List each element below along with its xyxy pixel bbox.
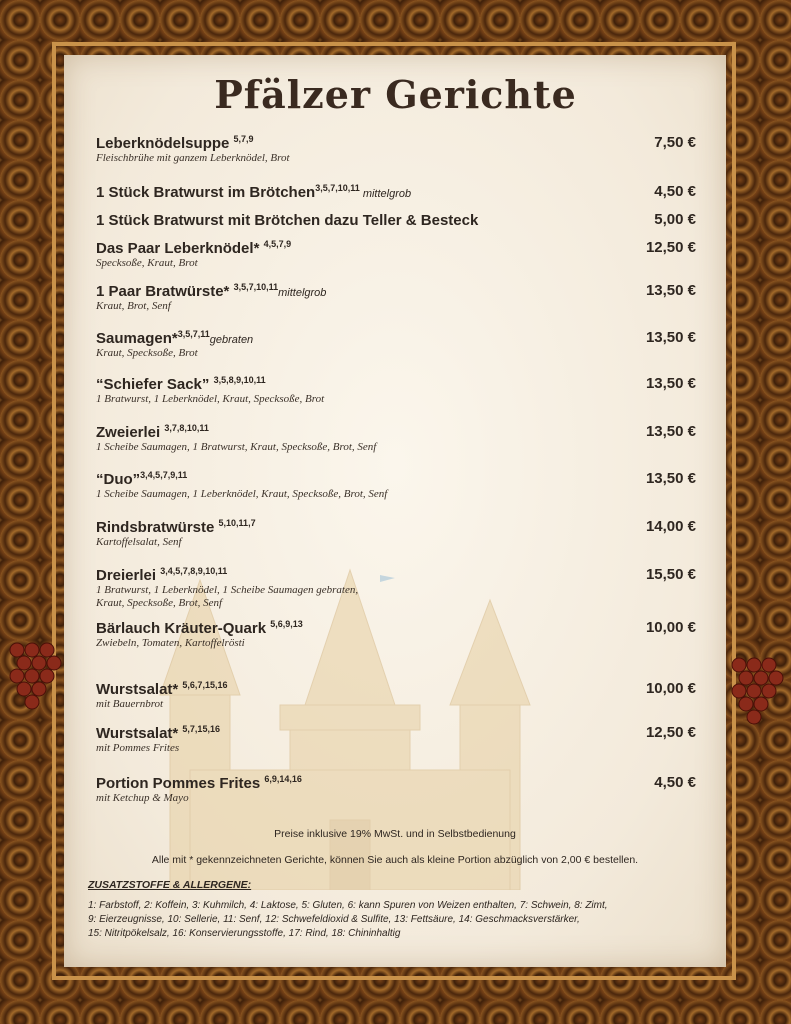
dish-note: gebraten — [209, 334, 254, 346]
menu-item-name — [96, 329, 696, 347]
menu-item — [96, 329, 696, 360]
menu-item-name — [96, 619, 696, 637]
dish-price: 13,50 € — [645, 375, 696, 392]
dish-name: Das Paar Leberknödel* — [96, 240, 264, 257]
menu-item — [96, 423, 696, 454]
menu-item-name — [96, 774, 696, 792]
dish-name: Dreierlei — [96, 567, 161, 584]
dish-price: 7,50 € — [654, 134, 696, 151]
dish-description: 1 Bratwurst, 1 Leberknödel, 1 Scheibe Saumagen gebraten, — [96, 584, 359, 596]
dish-price: 13,50 € — [645, 329, 696, 346]
dish-description: Specksoße, Kraut, Brot — [96, 257, 198, 269]
menu-item-name — [96, 518, 696, 536]
page-title: Pfälzer Gerichte — [214, 72, 577, 117]
dish-name: “Duo” — [96, 471, 141, 488]
dish-price: 12,50 € — [645, 724, 696, 741]
dish-description: Kraut, Specksoße, Brot, Senf — [96, 597, 223, 609]
dish-description: mit Ketchup & Mayo — [96, 792, 189, 804]
grapes-left-icon — [2, 635, 62, 725]
allergen-list — [88, 899, 708, 941]
dish-name: Wurstsalat* — [96, 681, 183, 698]
menu-item — [96, 774, 696, 805]
dish-price: 13,50 € — [645, 282, 696, 299]
dish-description: Fleischbrühe mit ganzem Leberknödel, Brot — [96, 152, 290, 164]
menu-item — [96, 518, 696, 549]
menu-item-name — [96, 282, 696, 300]
dish-name: Portion Pommes Frites — [96, 775, 265, 792]
dish-name: Zweierlei — [96, 424, 165, 441]
dish-name: 1 Stück Bratwurst im Brötchen — [96, 184, 316, 201]
dish-price: 13,50 € — [645, 423, 696, 440]
dish-price: 12,50 € — [645, 239, 696, 256]
allergen-codes: 3,5,7,10,11 — [315, 183, 360, 193]
dish-price: 14,00 € — [645, 518, 696, 535]
menu-item-name — [96, 470, 696, 488]
allergen-codes: 4,5,7,9 — [263, 239, 292, 249]
allergen-codes: 5,7,9 — [233, 134, 254, 144]
dish-description: mit Pommes Frites — [96, 742, 180, 754]
dish-name: Saumagen* — [96, 330, 178, 347]
dish-price: 10,00 € — [645, 680, 696, 697]
menu-item-name — [96, 375, 696, 393]
allergen-heading: ZUSATZSTOFFE & ALLERGENE: — [88, 879, 252, 891]
menu-item-name — [96, 566, 696, 584]
dish-description: 1 Scheibe Saumagen, 1 Bratwurst, Kraut, Specksoße, Brot, Senf — [96, 441, 377, 453]
allergen-codes: 5,7,15,16 — [182, 724, 220, 734]
menu-item — [96, 566, 696, 610]
menu-item — [96, 239, 696, 270]
dish-description: Kraut, Specksoße, Brot — [96, 347, 198, 359]
dish-name: 1 Paar Bratwürste* — [96, 283, 234, 300]
menu-item-name — [96, 211, 696, 229]
allergen-line: 1: Farbstoff, 2: Koffein, 3: Kuhmilch, 4: Laktose, 5: Gluten, 6: kann Spuren von Weizen enthalten, 7: Schwein, 8: Zimt, — [88, 900, 608, 911]
vat-note: Preise inklusive 19% MwSt. und in Selbstbedienung — [274, 828, 516, 840]
menu-item-name — [96, 423, 696, 441]
menu-item — [96, 375, 696, 406]
allergen-codes: 6,9,14,16 — [264, 774, 302, 784]
allergen-line: 9: Eierzeugnisse, 10: Sellerie, 11: Senf, 12: Schwefeldioxid & Sulfite, 13: Fettsäure, 14: Geschmacksverstärker, — [88, 914, 580, 925]
allergen-codes: 3,5,7,11 — [177, 329, 210, 339]
grapes-right-icon — [724, 650, 784, 740]
dish-note: mittelgrob — [359, 188, 412, 200]
dish-price: 5,00 € — [654, 211, 696, 228]
dish-description: mit Bauernbrot — [96, 698, 164, 710]
menu-item — [96, 680, 696, 711]
dish-name: Rindsbratwürste — [96, 519, 219, 536]
allergen-codes: 3,5,7,10,11 — [233, 282, 279, 292]
dish-price: 4,50 € — [654, 774, 696, 791]
dish-description: Kartoffelsalat, Senf — [96, 536, 182, 548]
allergen-codes: 5,6,7,15,16 — [182, 680, 228, 690]
menu-item — [96, 470, 696, 501]
dish-description: 1 Bratwurst, 1 Leberknödel, Kraut, Specksoße, Brot — [96, 393, 325, 405]
dish-note: mittelgrob — [278, 287, 327, 299]
dish-price: 4,50 € — [654, 183, 696, 200]
dish-name: Bärlauch Kräuter-Quark — [96, 620, 271, 637]
allergen-codes: 3,4,5,7,9,11 — [140, 470, 188, 480]
allergen-codes: 3,7,8,10,11 — [164, 423, 209, 433]
allergen-codes: 5,6,9,13 — [270, 619, 303, 629]
dish-price: 13,50 € — [645, 470, 696, 487]
portion-note: Alle mit * gekennzeichneten Gerichte, können Sie auch als kleine Portion abzüglich von 2,00 € bestellen. — [151, 854, 639, 866]
menu-item — [96, 183, 696, 201]
dish-name: Wurstsalat* — [96, 725, 183, 742]
menu-item-name — [96, 183, 696, 201]
menu-item — [96, 134, 696, 165]
menu-item-name — [96, 239, 696, 257]
dish-description: Zwiebeln, Tomaten, Kartoffelrösti — [96, 637, 245, 649]
menu-item — [96, 282, 696, 313]
allergen-codes: 3,4,5,7,8,9,10,11 — [160, 566, 228, 576]
allergen-line: 15: Nitritpökelsalz, 16: Konservierungsstoffe, 17: Rind, 18: Chininhaltig — [88, 928, 401, 939]
dish-description: Kraut, Brot, Senf — [96, 300, 171, 312]
allergen-codes: 3,5,8,9,10,11 — [213, 375, 266, 385]
menu-item-name — [96, 134, 696, 152]
menu-item-name — [96, 724, 696, 742]
menu-item — [96, 724, 696, 755]
menu-item — [96, 211, 696, 229]
dish-name: 1 Stück Bratwurst mit Brötchen dazu Teller & Besteck — [96, 212, 479, 229]
dish-price: 10,00 € — [645, 619, 696, 636]
menu-item — [96, 619, 696, 650]
dish-price: 15,50 € — [645, 566, 696, 583]
dish-name: “Schiefer Sack” — [96, 376, 214, 393]
allergen-codes: 5,10,11,7 — [218, 518, 256, 528]
dish-name: Leberknödelsuppe — [96, 135, 234, 152]
dish-description: 1 Scheibe Saumagen, 1 Leberknödel, Kraut, Specksoße, Brot, Senf — [96, 488, 388, 500]
menu-item-name — [96, 680, 696, 698]
